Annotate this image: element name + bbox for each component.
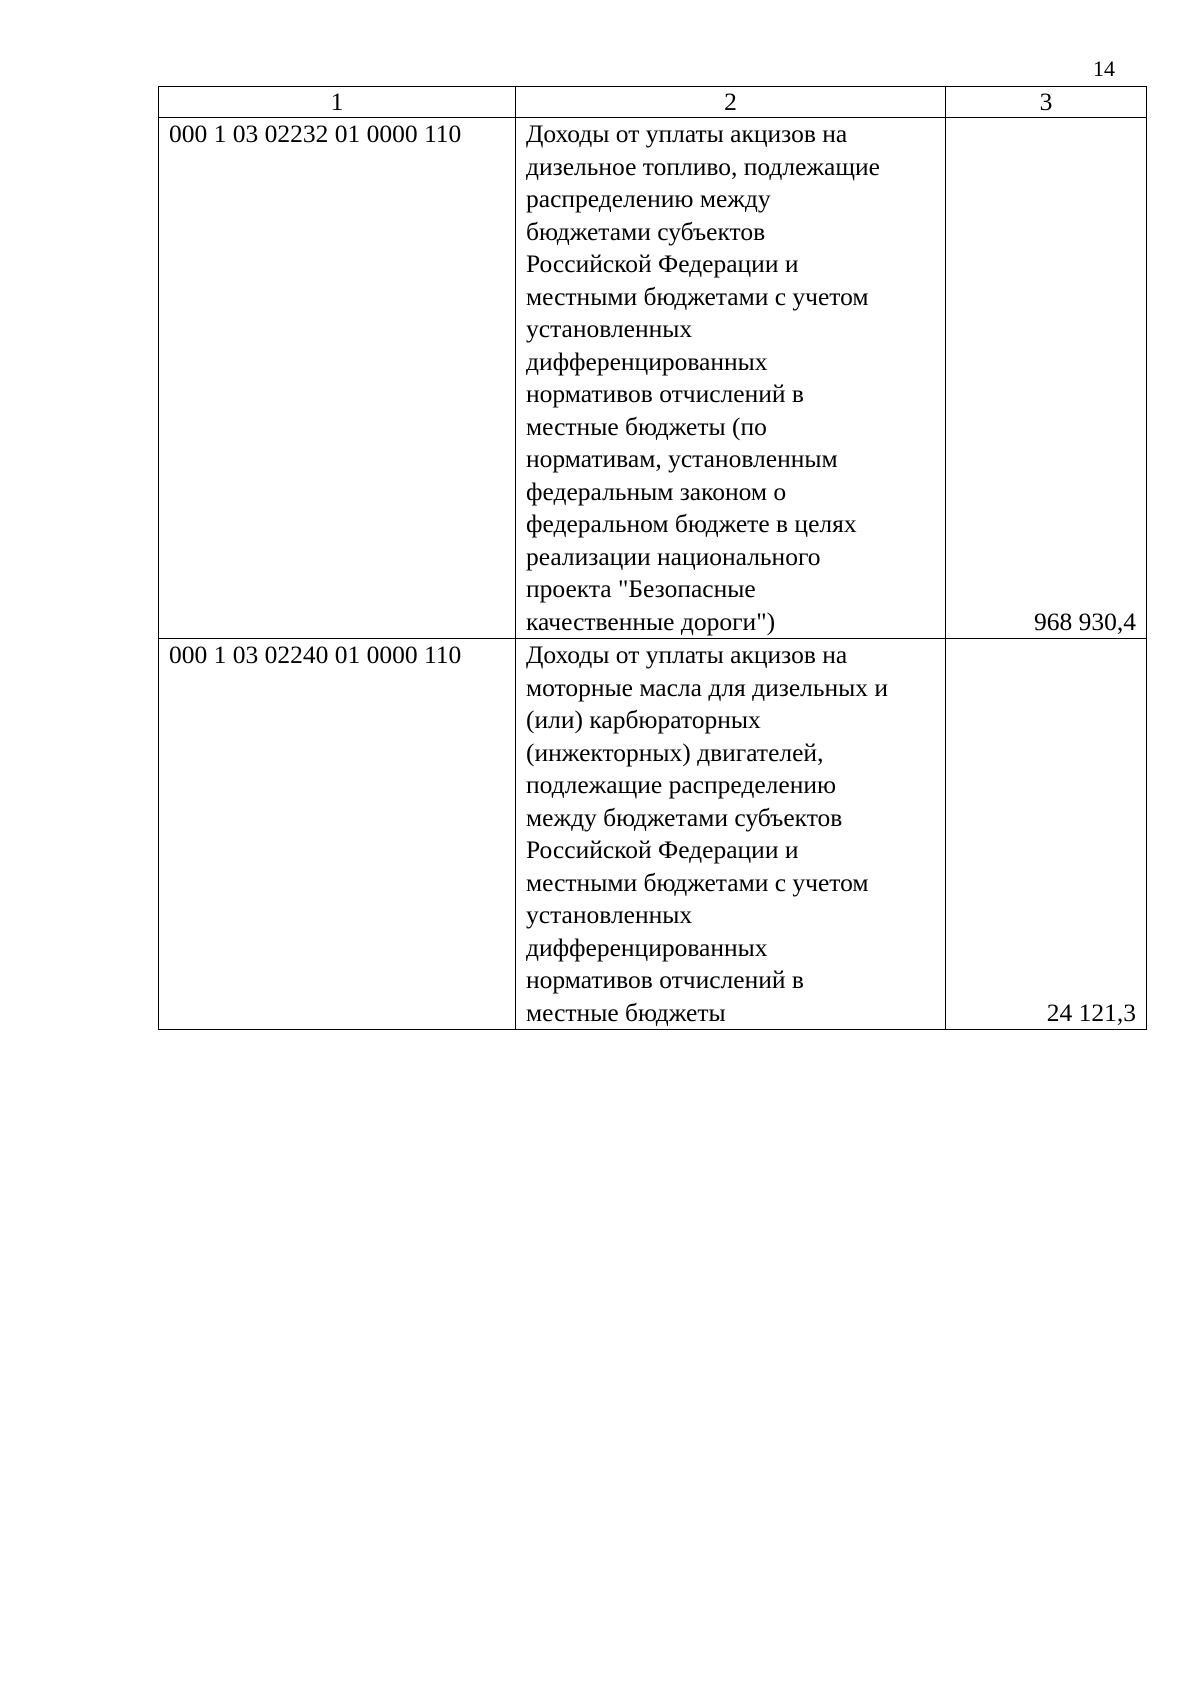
- description-line: проекта "Безопасные: [526, 574, 756, 603]
- description-line: Российской Федерации и: [526, 249, 799, 278]
- amount-cell: 24 121,3: [946, 639, 1147, 1030]
- table-row: [159, 639, 1147, 1030]
- description-line: местные бюджеты (по: [526, 411, 767, 441]
- description-line: местными бюджетами с учетом: [526, 867, 869, 897]
- description-line: местными бюджетами с учетом: [526, 281, 869, 311]
- description-line: федеральном бюджете в целях: [526, 509, 857, 538]
- description-line: подлежащие распределению: [526, 770, 837, 799]
- description-line: между бюджетами субъектов: [526, 802, 843, 832]
- description-line: установленных: [526, 314, 693, 343]
- description-line: Российской Федерации и: [526, 835, 799, 864]
- page-number: 14: [1093, 56, 1115, 81]
- budget-code-cell: 000 1 03 02240 01 0000 110: [159, 639, 516, 1030]
- description-line: дифференцированных: [526, 346, 768, 376]
- revenue-table: [158, 86, 1147, 1030]
- amount-cell: 968 930,4: [946, 118, 1147, 639]
- column-header-2: 2: [516, 87, 946, 118]
- description-cell: [516, 118, 946, 639]
- table-header-row: [159, 87, 1147, 118]
- description-line: (инжекторных) двигателей,: [526, 737, 824, 767]
- description-line: моторные масла для дизельных и: [526, 672, 889, 702]
- table-row: [159, 118, 1147, 639]
- description-line: местные бюджеты: [526, 997, 726, 1027]
- column-header-3: 3: [946, 87, 1147, 118]
- description-line: нормативов отчислений в: [526, 965, 804, 994]
- description-line: федеральным законом о: [526, 476, 787, 506]
- description-line: Доходы от уплаты акцизов на: [526, 119, 848, 148]
- description-line: дизельное топливо, подлежащие: [526, 151, 880, 181]
- description-cell: [516, 639, 946, 1030]
- description-line: бюджетами субъектов: [526, 216, 766, 246]
- description-line: распределению между: [526, 184, 771, 213]
- description-line: (или) карбюраторных: [526, 705, 761, 734]
- table-body: [159, 118, 1147, 1030]
- description-line: нормативам, установленным: [526, 444, 838, 473]
- description-line: качественные дороги"): [526, 606, 776, 636]
- table-header: [159, 87, 1147, 118]
- description-line: Доходы от уплаты акцизов на: [526, 640, 848, 669]
- column-header-1: 1: [159, 87, 516, 118]
- description-line: реализации национального: [526, 541, 821, 571]
- description-line: дифференцированных: [526, 932, 768, 962]
- description-line: установленных: [526, 900, 693, 929]
- budget-code-cell: 000 1 03 02232 01 0000 110: [159, 118, 516, 639]
- description-line: нормативов отчислений в: [526, 379, 804, 408]
